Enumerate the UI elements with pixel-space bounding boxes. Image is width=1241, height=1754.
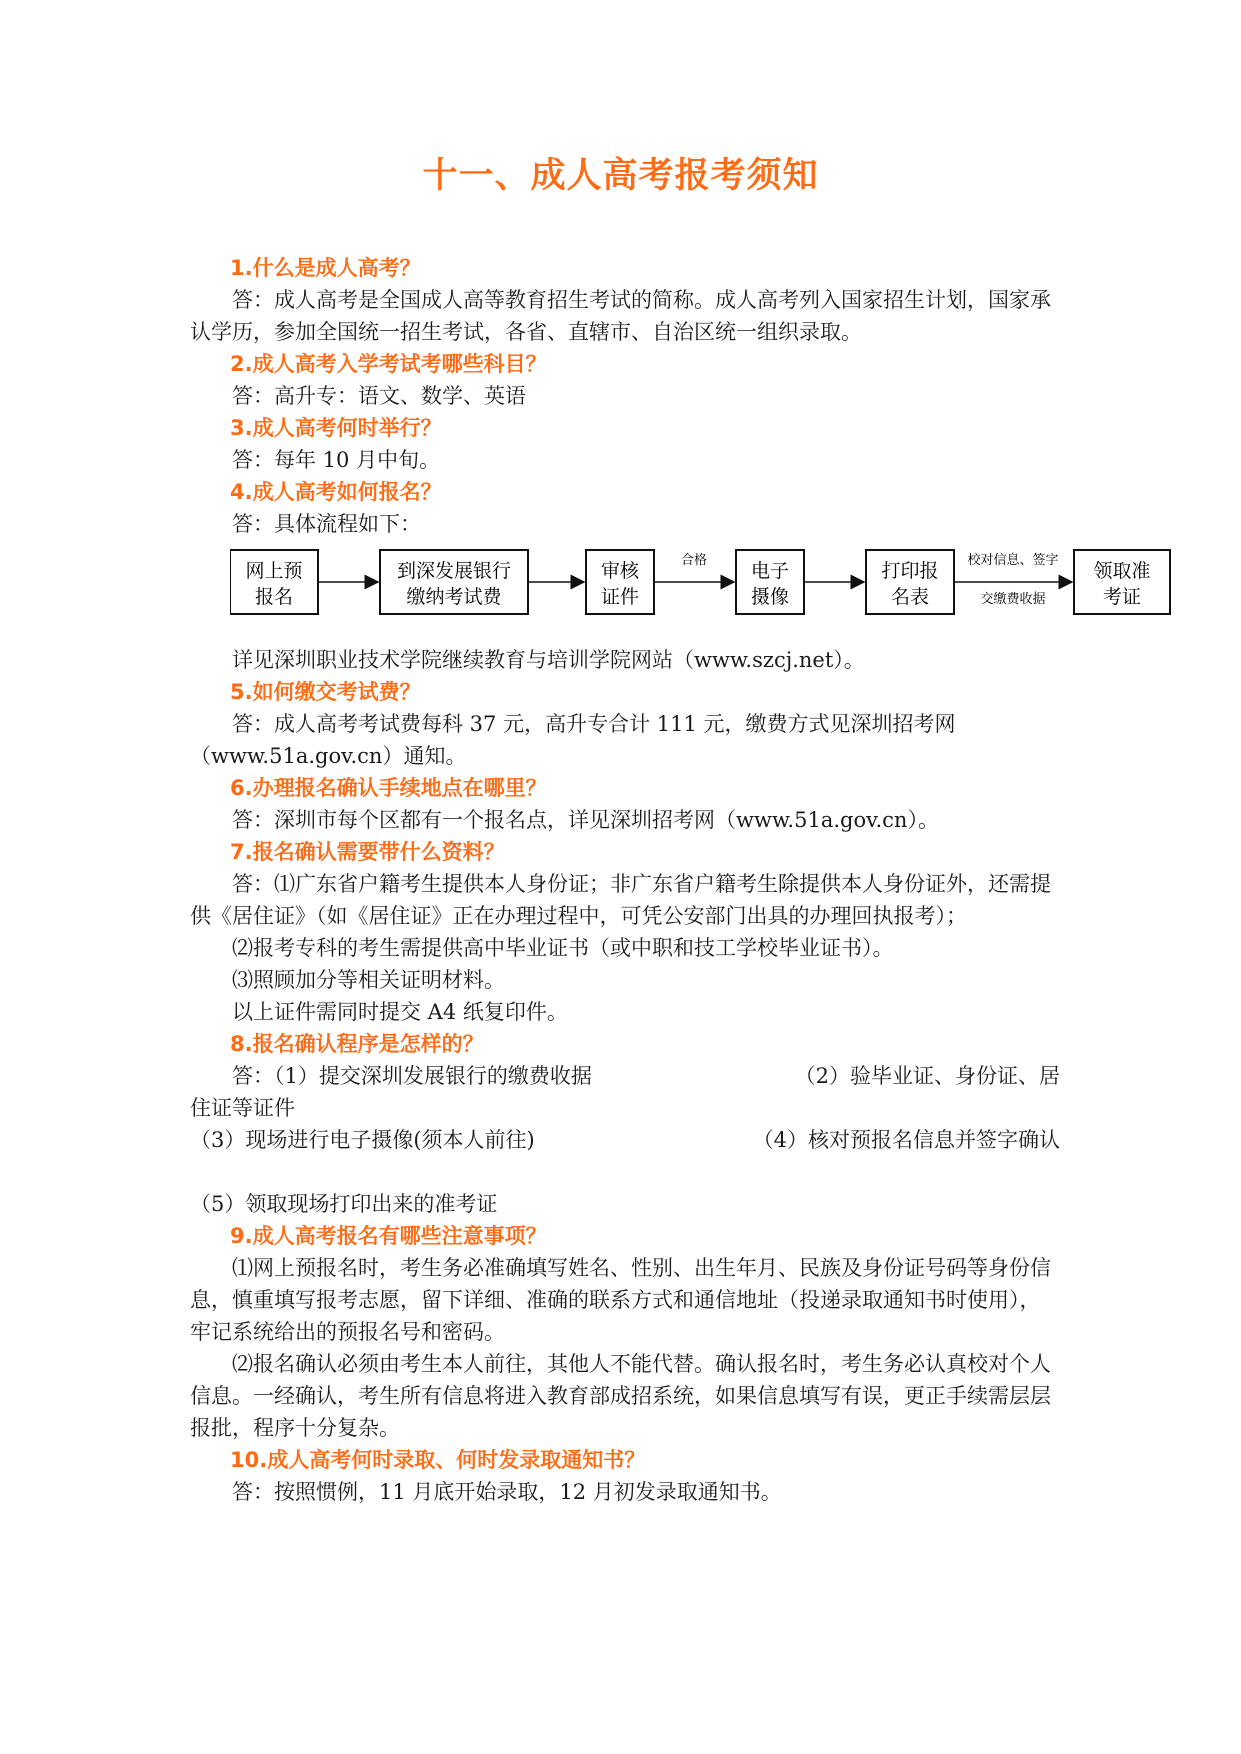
flow-note: 详见深圳职业技术学院继续教育与培训学院网站（www.szcj.net）。: [232, 648, 865, 672]
step-5-line2: 名表: [890, 586, 930, 608]
procedure-row-2: [190, 1124, 1060, 1156]
page-title: 十一、成人高考报考须知: [422, 156, 819, 196]
flow-label-verify-top: 校对信息、签字: [967, 553, 1059, 568]
question-2: 2.成人高考入学考试考哪些科目？: [230, 352, 547, 376]
question-9: 9.成人高考报名有哪些注意事项？: [230, 1224, 547, 1248]
answer-6: 答：深圳市每个区都有一个报名点，详见深圳招考网（www.51a.gov.cn）。: [232, 808, 939, 832]
step-2-line2: 缴纳考试费: [406, 586, 502, 608]
answer-1: 答：成人高考是全国成人高等教育招生考试的简称。成人高考列入国家招生计划，国家承认学历，参加全国统一招生考试，各省、直辖市、自治区统一组织录取。: [190, 288, 1051, 344]
procedure-item-3: （3）现场进行电子摄像(须本人前往): [190, 1128, 535, 1152]
procedure-row-1: [190, 1060, 1060, 1092]
step-5-line1: 打印报: [881, 560, 939, 582]
procedure-item-5: （5）领取现场打印出来的准考证: [190, 1192, 498, 1216]
step-1-line2: 报名: [254, 586, 294, 608]
question-1: 1.什么是成人高考？: [230, 256, 421, 280]
answer-4: 答：具体流程如下：: [232, 512, 421, 536]
step-3-line2: 证件: [600, 586, 640, 608]
answer-5: 答：成人高考考试费每科 37 元，高升专合计 111 元，缴费方式见深圳招考网（www.51a.gov.cn）通知。: [190, 712, 956, 768]
answer-7-part4: 以上证件需同时提交 A4 纸复印件。: [232, 1000, 568, 1024]
step-4-line1: 电子: [750, 560, 790, 582]
registration-flowchart: [240, 540, 1151, 644]
flow-label-verify-bottom: 交缴费收据: [980, 592, 1046, 607]
question-6: 6.办理报名确认手续地点在哪里？: [230, 776, 547, 800]
answer-7-part3: ⑶照顾加分等相关证明材料。: [232, 968, 505, 992]
faq-content: [190, 252, 1151, 1508]
answer-7-part1: 答：⑴广东省户籍考生提供本人身份证；非广东省户籍考生除提供本人身份证外，还需提供《居住证》（如《居住证》正在办理过程中，可凭公安部门出具的办理回执报考）；: [190, 872, 1051, 928]
question-7: 7.报名确认需要带什么资料？: [230, 840, 505, 864]
procedure-item-2a: （2）验毕业证、身份证、居: [794, 1064, 1060, 1088]
step-1-line1: 网上预: [245, 560, 303, 582]
procedure-item-2b: 住证等证件: [190, 1096, 295, 1120]
step-6-line1: 领取准: [1093, 560, 1151, 582]
answer-7-part2: ⑵报考专科的考生需提供高中毕业证书（或中职和技工学校毕业证书）。: [232, 936, 894, 960]
step-6-line2: 考证: [1102, 586, 1142, 608]
procedure-item-4: （4）核对预报名信息并签字确认: [752, 1128, 1060, 1152]
question-10: 10.成人高考何时录取、何时发录取通知书？: [230, 1448, 646, 1472]
flow-label-pass: 合格: [680, 553, 708, 568]
answer-9-part1: ⑴网上预报名时，考生务必准确填写姓名、性别、出生年月、民族及身份证号码等身份信息，慎重填写报考志愿，留下详细、准确的联系方式和通信地址（投递录取通知书时使用），牢记系统给出的预报名号和密码。: [190, 1256, 1051, 1344]
answer-9-part2: ⑵报名确认必须由考生本人前往，其他人不能代替。确认报名时，考生务必认真校对个人信息。一经确认，考生所有信息将进入教育部成招系统，如果信息填写有误，更正手续需层层报批，程序十分复杂。: [190, 1352, 1051, 1440]
question-8: 8.报名确认程序是怎样的？: [230, 1032, 484, 1056]
step-3-line1: 审核: [600, 560, 640, 582]
answer-2: 答：高升专：语文、数学、英语: [232, 384, 526, 408]
flowchart-svg: [230, 540, 1200, 644]
procedure-item-1: 答：（1）提交深圳发展银行的缴费收据: [232, 1064, 592, 1088]
step-2-line1: 到深发展银行: [396, 560, 512, 582]
question-3: 3.成人高考何时举行？: [230, 416, 442, 440]
spacer: [190, 1156, 1060, 1188]
answer-10: 答：按照惯例，11 月底开始录取，12 月初发录取通知书。: [232, 1480, 782, 1504]
question-4: 4.成人高考如何报名？: [230, 480, 442, 504]
step-4-line2: 摄像: [750, 586, 790, 608]
answer-3: 答：每年 10 月中旬。: [232, 448, 441, 472]
question-5: 5.如何缴交考试费？: [230, 680, 421, 704]
